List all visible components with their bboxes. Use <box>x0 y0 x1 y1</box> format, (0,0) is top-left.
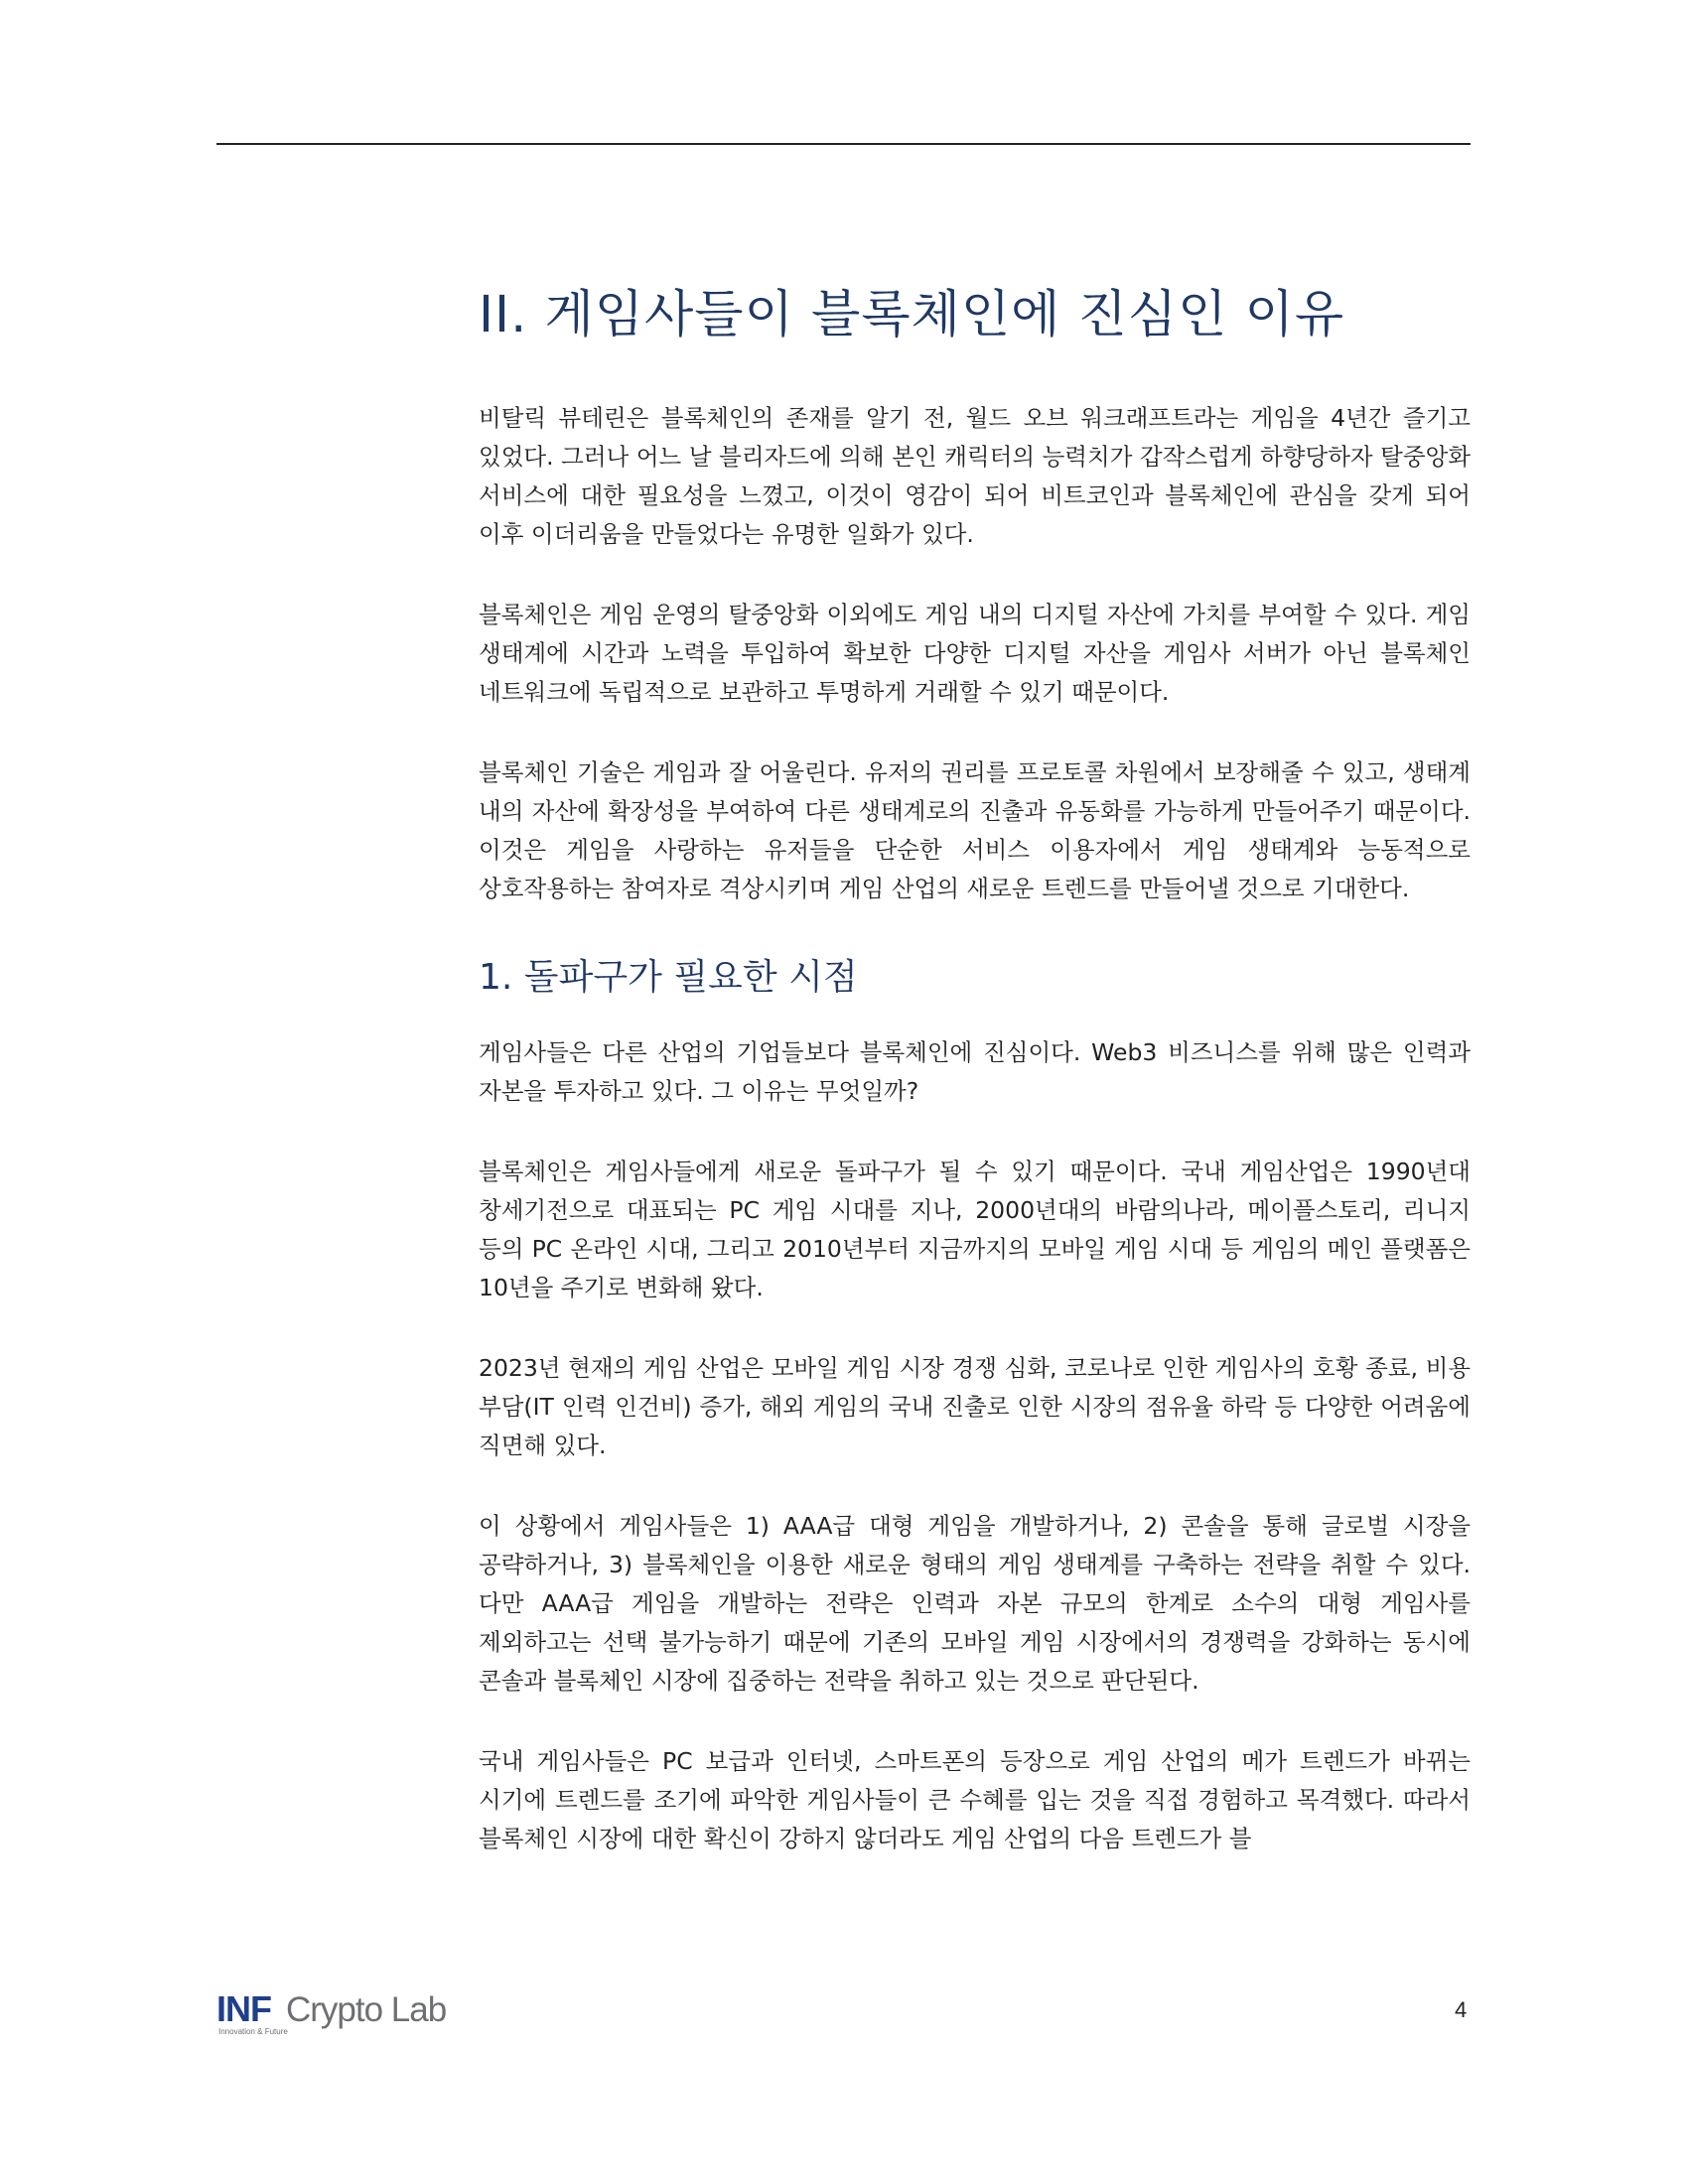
paragraph: 비탈릭 뷰테린은 블록체인의 존재를 알기 전, 월드 오브 워크래프트라는 게임을 4년간 즐기고 있었다. 그러나 어느 날 블리자드에 의해 본인 캐릭터의 능력치가 갑작스럽게 하향당하자 탈중앙화 서비스에 대한 필요성을 느꼈고, 이것이 영감이 되어 비트코인과 블록체인에 관심을 갖게 되어 이후 이더리움을 만들었다는 유명한 일화가 있다. <box>479 404 1471 548</box>
logo-inf-text: INF <box>216 1988 271 2029</box>
section-title: II. 게임사들이 블록체인에 진심인 이유 <box>479 286 1345 344</box>
paragraph: 게임사들은 다른 산업의 기업들보다 블록체인에 진심이다. Web3 비즈니스를 위해 많은 인력과 자본을 투자하고 있다. 그 이유는 무엇일까? <box>479 1038 1471 1105</box>
page-number: 4 <box>1455 1997 1468 2022</box>
paragraph: 블록체인 기술은 게임과 잘 어울린다. 유저의 권리를 프로토콜 차원에서 보장해줄 수 있고, 생태계 내의 자산에 확장성을 부여하여 다른 생태계로의 진출과 유동화를 가능하게 만들어주기 때문이다. 이것은 게임을 사랑하는 유저들을 단순한 서비스 이용자에서 게임 생태계와 능동적으로 상호작용하는 참여자로 격상시키며 게임 산업의 새로운 트렌드를 만들어낼 것으로 기대한다. <box>479 758 1471 902</box>
header-rule <box>216 143 1471 145</box>
logo-name-text: Crypto Lab <box>286 1990 447 2029</box>
logo-tagline: Innovation & Future <box>218 2027 288 2036</box>
paragraph: 이 상황에서 게임사들은 1) AAA급 대형 게임을 개발하거나, 2) 콘솔을 통해 글로벌 시장을 공략하거나, 3) 블록체인을 이용한 새로운 형태의 게임 생태계를 구축하는 전략을 취할 수 있다. 다만 AAA급 게임을 개발하는 전략은 인력과 자본 규모의 한계로 소수의 대형 게임사를 제외하고는 선택 불가능하기 때문에 기존의 모바일 게임 시장에서의 경쟁력을 강화하는 동시에 콘솔과 블록체인 시장에 집중하는 전략을 취하고 있는 것으로 판단된다. <box>479 1512 1471 1695</box>
page-content <box>479 280 1471 1900</box>
paragraph: 국내 게임사들은 PC 보급과 인터넷, 스마트폰의 등장으로 게임 산업의 메가 트렌드가 바뀌는 시기에 트렌드를 조기에 파악한 게임사들이 큰 수혜를 입는 것을 직접 경험하고 목격했다. 따라서 블록체인 시장에 대한 확신이 강하지 않더라도 게임 산업의 다음 트렌드가 블 <box>479 1747 1471 1852</box>
paragraph: 블록체인은 게임 운영의 탈중앙화 이외에도 게임 내의 디지털 자산에 가치를 부여할 수 있다. 게임 생태계에 시간과 노력을 투입하여 확보한 다양한 디지털 자산을 게임사 서버가 아닌 블록체인 네트워크에 독립적으로 보관하고 투명하게 거래할 수 있기 때문이다. <box>479 601 1471 706</box>
inf-crypto-lab-logo <box>216 1988 455 2036</box>
subsection-title: 1. 돌파구가 필요한 시점 <box>479 957 858 998</box>
paragraph: 2023년 현재의 게임 산업은 모바일 게임 시장 경쟁 심화, 코로나로 인한 게임사의 호황 종료, 비용 부담(IT 인력 인건비) 증가, 해외 게임의 국내 진출로 인한 시장의 점유율 하락 등 다양한 어려움에 직면해 있다. <box>479 1354 1471 1459</box>
paragraph: 블록체인은 게임사들에게 새로운 돌파구가 될 수 있기 때문이다. 국내 게임산업은 1990년대 창세기전으로 대표되는 PC 게임 시대를 지나, 2000년대의 바람의나라, 메이플스토리, 리니지 등의 PC 온라인 시대, 그리고 2010년부터 지금까지의 모바일 게임 시대 등 게임의 메인 플랫폼은 10년을 주기로 변화해 왔다. <box>479 1158 1471 1301</box>
